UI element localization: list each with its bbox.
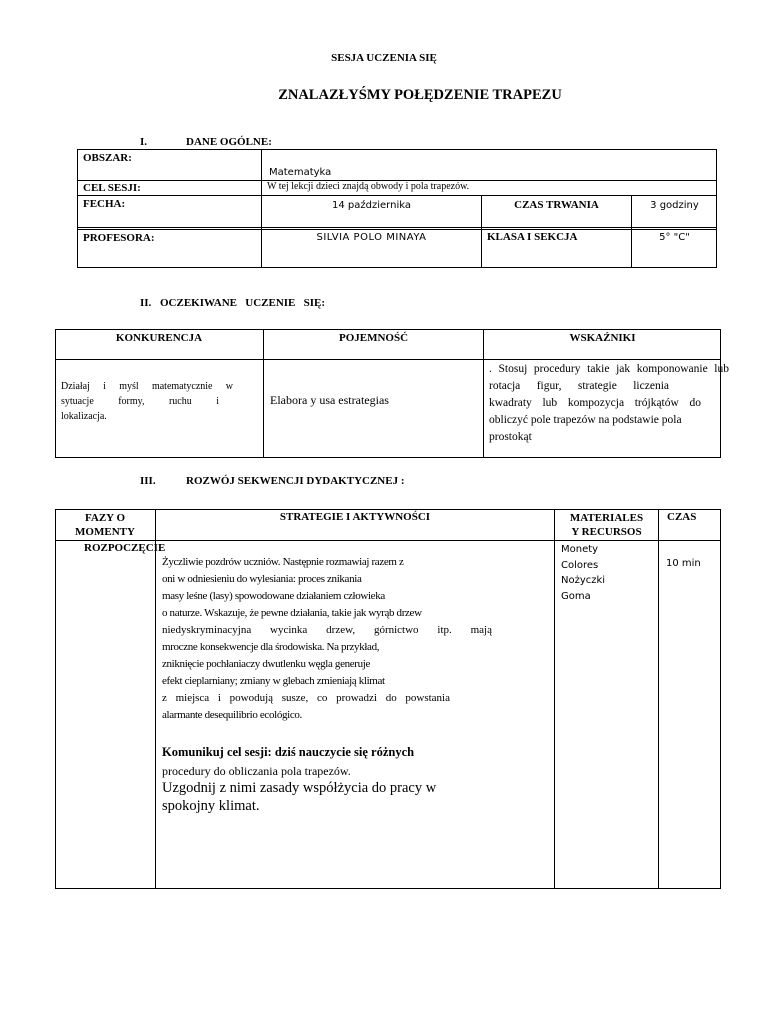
section3-number: III. [140,475,156,487]
konkurencja-line: Działaj i myśl matematycznie w [61,381,233,392]
didactic-sequence-table [55,509,721,889]
document-title: SESJA UCZENIA SIĘ [331,52,437,64]
cel-label: CEL SESJI: [83,182,141,194]
strategy-line: niedyskryminacyjna wycinka drzew, górnictwo itp. mają [162,624,492,636]
konkurencja-text [61,379,233,424]
header-pojemnosc: POJEMNOŚĆ [338,332,409,344]
section2-number: II. [140,297,152,309]
wskazniki-text [489,361,729,446]
header-materiales [555,511,658,539]
wskazniki-line: obliczyć pole trapezów na podstawie pola [489,414,682,426]
time-value: 10 min [666,558,701,569]
header-fazy-line: FAZY O [84,512,126,524]
cel-value: W tej lekcji dzieci znajdą obwody i pola trapezów. [267,181,470,192]
wskazniki-line: prostokąt [489,431,532,443]
materials-list [561,542,605,604]
header-strategie: STRATEGIE I AKTYWNOŚCI [279,511,431,523]
czas-value: 3 godziny [650,200,699,211]
strategy-line: z miejsca i powodują susze, co prowadzi do powstania [162,692,450,704]
wskazniki-line: rotacja figur, strategie liczenia [489,380,669,392]
strategy-line: oni w odniesieniu do wylesiania: proces znikania [162,573,362,585]
pojemnosc-text: Elabora y usa estrategias [270,393,389,407]
strategy-line: mroczne konsekwencje dla środowiska. Na przykład, [162,641,380,653]
strategy-line: masy leśne (lasy) spowodowane działaniem człowieka [162,590,385,602]
agree-rules-line: Uzgodnij z nimi zasady współżycia do pracy w [162,780,437,796]
fecha-value: 14 października [332,200,411,211]
header-fazy [55,511,155,539]
wskazniki-line: kwadraty lub kompozycja trójkątów do [489,397,701,409]
klasa-label: KLASA I SEKCJA [487,231,578,243]
fecha-label: FECHA: [83,198,126,210]
header-konkurencja: KONKURENCJA [115,332,203,344]
konkurencja-line: lokalizacja. [61,411,107,422]
document-subtitle: ZNALAZŁYŚMY POŁĘDZENIE TRAPEZU [278,87,562,103]
strategy-line: efekt cieplarniany; zmiany w glebach zmieniają klimat [162,675,385,687]
strategy-text [162,554,492,724]
strategy-line: zniknięcie pochłaniaczy dwutlenku węgla generuje [162,658,370,670]
material-item: Goma [561,590,591,602]
agree-rules-line: spokojny klimat. [162,798,260,814]
general-data-table [77,149,717,268]
section1-number: I. [140,136,148,148]
learning-table [55,329,729,458]
section1-title: DANE OGÓLNE: [186,136,272,148]
klasa-value: 5° "C" [659,232,690,243]
profesora-label: PROFESORA: [83,232,155,244]
wskazniki-line: . Stosuj procedury takie jak komponowanie lub [489,363,729,375]
phase-label: ROZPOCZĘCIE [84,542,166,554]
material-item: Nożyczki [561,575,606,586]
czas-label: CZAS TRWANIA [514,199,599,211]
header-czas: CZAS [667,511,697,523]
section3-title: ROZWÓJ SEKWENCJI DYDAKTYCZNEJ : [186,475,405,487]
section2-title: OCZEKIWANE UCZENIE SIĘ: [160,297,326,309]
agree-rules-text [162,779,436,815]
strategy-line: alarmante desequilibrio ecológico. [162,709,302,721]
communicate-objective-bold: Komunikuj cel sesji: dziś nauczycie się różnych [162,745,415,759]
profesora-value: SILVIA POLO MINAYA [316,232,427,243]
konkurencja-line: sytuacje formy, ruchu i [61,396,219,407]
header-wskazniki: WSKAŹNIKI [569,332,636,344]
obszar-value: Matematyka [269,167,332,178]
communicate-objective-line2: procedury do obliczania pola trapezów. [162,764,351,778]
material-item: Colores [561,559,599,571]
header-materiales-line: Y RECURSOS [571,526,642,538]
strategy-line: Życzliwie pozdrów uczniów. Następnie rozmawiaj razem z [162,556,404,568]
material-item: Monety [561,544,599,555]
obszar-label: OBSZAR: [83,152,132,164]
strategy-line: o naturze. Wskazuje, że pewne działania, takie jak wyrąb drzew [162,607,422,619]
header-materiales-line: MATERIALES [569,512,644,524]
header-fazy-line: MOMENTY [75,526,135,538]
